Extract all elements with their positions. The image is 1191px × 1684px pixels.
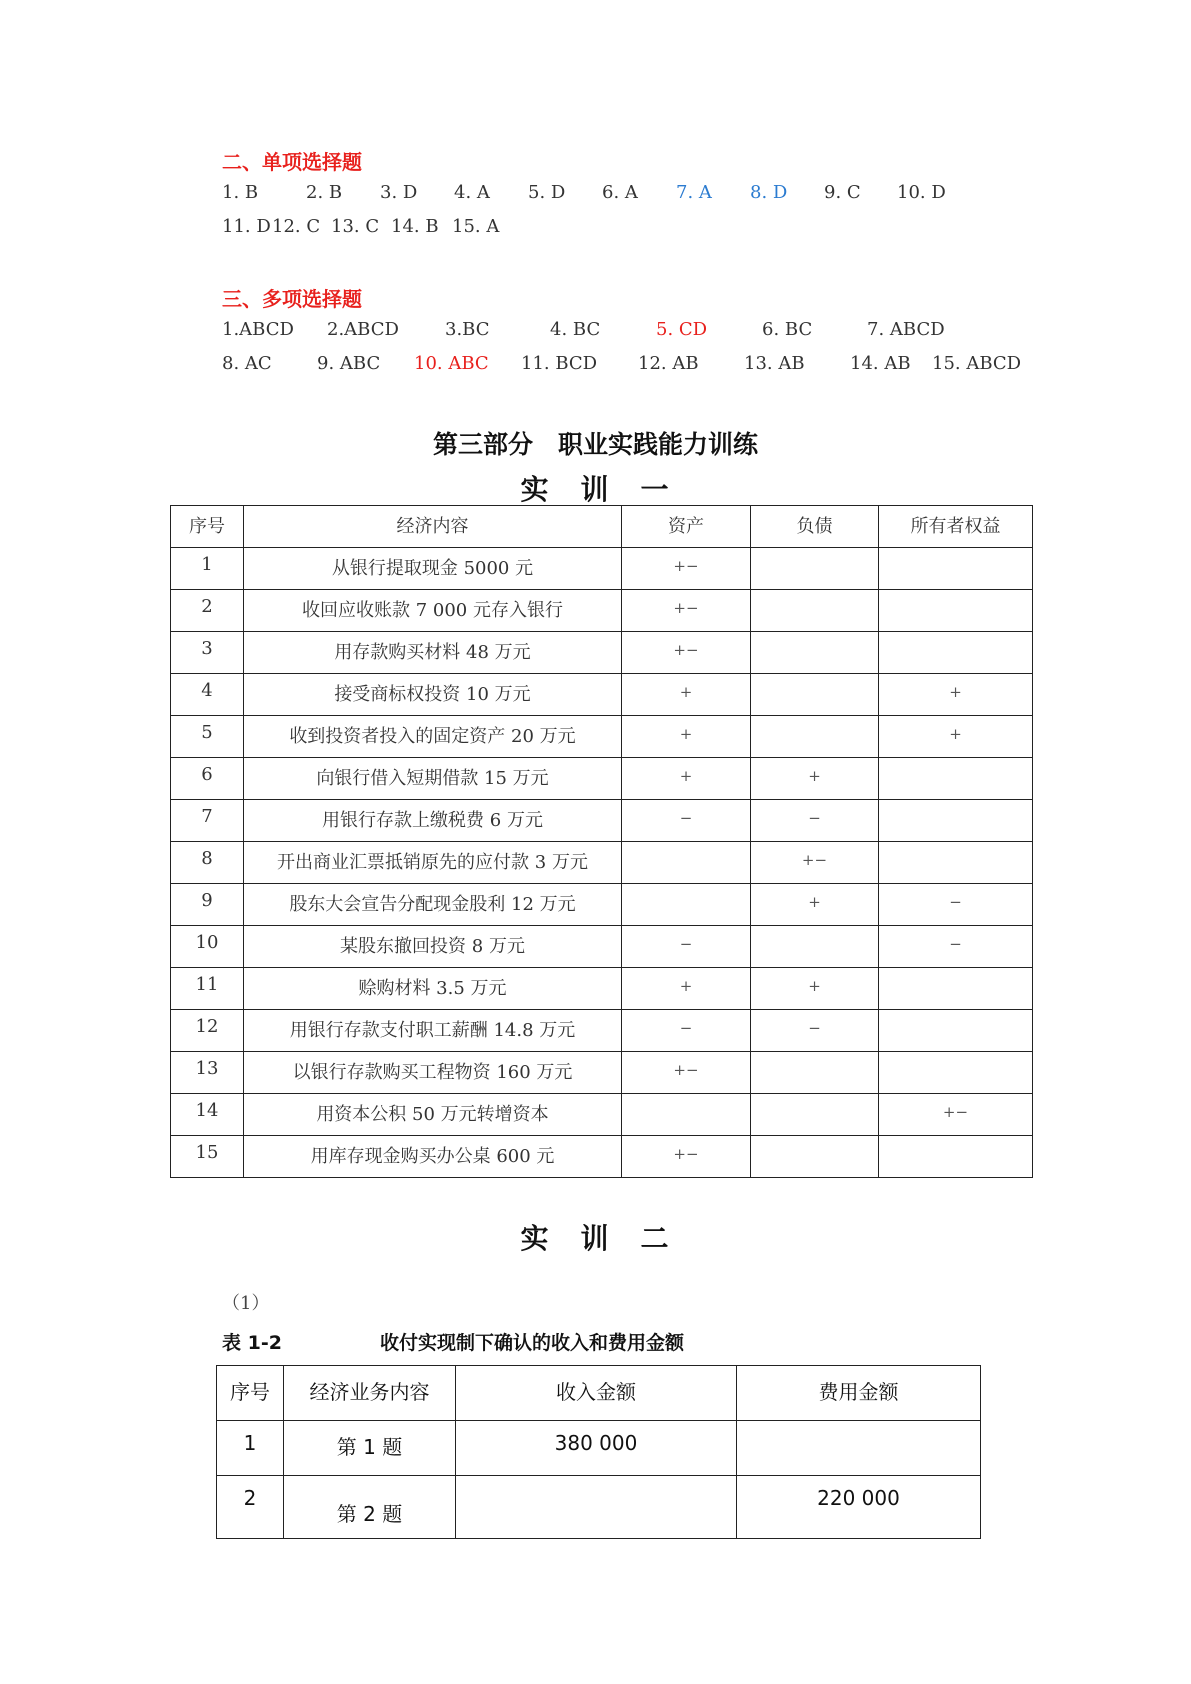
multi-choice-answer-8: 8. AC [222, 353, 272, 374]
cell-equity [879, 1010, 1033, 1052]
cell-liability: + [751, 758, 879, 800]
cell-equity [879, 548, 1033, 590]
cell-asset: − [622, 800, 751, 842]
cell-content: 收回应收账款 7 000 元存入银行 [244, 590, 622, 632]
single-choice-answer-5: 5. D [528, 182, 566, 203]
single-choice-answer-4: 4. A [454, 182, 490, 203]
training2-table [216, 1365, 981, 1539]
sub-label: （1） [222, 1293, 270, 1314]
cell-equity [879, 800, 1033, 842]
multi-choice-answer-4: 4. BC [550, 319, 601, 340]
table-number: 表 1-2 [222, 1332, 282, 1354]
cell-asset: + [622, 674, 751, 716]
single-choice-answer-13: 13. C [331, 216, 380, 237]
cell-no: 2 [171, 590, 244, 632]
cell-equity: + [879, 674, 1033, 716]
single-choice-answer-3: 3. D [380, 182, 418, 203]
cell-content: 用资本公积 50 万元转增资本 [244, 1094, 622, 1136]
table-row [171, 758, 1033, 800]
cell-content: 开出商业汇票抵销原先的应付款 3 万元 [244, 842, 622, 884]
multi-choice-title: 三、多项选择题 [222, 287, 362, 311]
multi-choice-answer-3: 3.BC [445, 319, 490, 340]
cell-asset [622, 884, 751, 926]
t2-header-expense: 费用金额 [737, 1366, 981, 1421]
multi-choice-answer-10: 10. ABC [414, 353, 489, 374]
cell-liability: − [751, 800, 879, 842]
cell-no: 9 [171, 884, 244, 926]
cell-content: 以银行存款购买工程物资 160 万元 [244, 1052, 622, 1094]
training2-title: 实 训 二 [520, 1222, 671, 1255]
header-equity: 所有者权益 [879, 506, 1033, 548]
t2-cell-no: 1 [217, 1421, 284, 1476]
table-title: 收付实现制下确认的收入和费用金额 [380, 1332, 685, 1354]
header-liability: 负债 [751, 506, 879, 548]
cell-liability [751, 590, 879, 632]
cell-content: 用银行存款支付职工薪酬 14.8 万元 [244, 1010, 622, 1052]
single-choice-answer-15: 15. A [452, 216, 500, 237]
cell-content: 用库存现金购买办公桌 600 元 [244, 1136, 622, 1178]
table-row [171, 1136, 1033, 1178]
table-row [171, 800, 1033, 842]
single-choice-answer-10: 10. D [897, 182, 946, 203]
cell-equity [879, 590, 1033, 632]
cell-asset: +− [622, 1052, 751, 1094]
cell-content: 某股东撤回投资 8 万元 [244, 926, 622, 968]
cell-liability [751, 1094, 879, 1136]
cell-asset: − [622, 926, 751, 968]
cell-asset: +− [622, 1136, 751, 1178]
cell-no: 14 [171, 1094, 244, 1136]
multi-choice-answer-5: 5. CD [656, 319, 708, 340]
cell-liability [751, 674, 879, 716]
cell-no: 6 [171, 758, 244, 800]
cell-equity [879, 968, 1033, 1010]
table-row [171, 674, 1033, 716]
cell-no: 10 [171, 926, 244, 968]
t2-header-content: 经济业务内容 [284, 1366, 456, 1421]
cell-no: 4 [171, 674, 244, 716]
cell-asset: +− [622, 632, 751, 674]
training2-header-row [217, 1366, 981, 1421]
cell-no: 8 [171, 842, 244, 884]
cell-liability: + [751, 968, 879, 1010]
cell-content: 用银行存款上缴税费 6 万元 [244, 800, 622, 842]
multi-choice-answer-13: 13. AB [744, 353, 805, 374]
multi-choice-answer-11: 11. BCD [521, 353, 598, 374]
training1-table [170, 505, 1033, 1178]
cell-equity: − [879, 884, 1033, 926]
table-row [171, 716, 1033, 758]
t2-header-income: 收入金额 [456, 1366, 737, 1421]
single-choice-answer-2: 2. B [306, 182, 343, 203]
cell-liability [751, 632, 879, 674]
table-row [217, 1421, 981, 1476]
t2-cell-no: 2 [217, 1476, 284, 1539]
single-choice-answer-8: 8. D [750, 182, 788, 203]
cell-asset [622, 1094, 751, 1136]
cell-no: 1 [171, 548, 244, 590]
multi-choice-answer-9: 9. ABC [317, 353, 381, 374]
table-row [171, 968, 1033, 1010]
cell-content: 收到投资者投入的固定资产 20 万元 [244, 716, 622, 758]
multi-choice-answer-1: 1.ABCD [222, 319, 294, 340]
cell-asset: + [622, 758, 751, 800]
single-choice-answer-7: 7. A [676, 182, 712, 203]
cell-equity: + [879, 716, 1033, 758]
multi-choice-answer-15: 15. ABCD [932, 353, 1022, 374]
cell-equity [879, 758, 1033, 800]
cell-content: 从银行提取现金 5000 元 [244, 548, 622, 590]
t2-cell-content: 第 2 题 [284, 1476, 456, 1539]
t2-cell-income: 380 000 [456, 1421, 737, 1476]
cell-asset: +− [622, 548, 751, 590]
cell-content: 接受商标权投资 10 万元 [244, 674, 622, 716]
cell-no: 13 [171, 1052, 244, 1094]
header-asset: 资产 [622, 506, 751, 548]
single-choice-answer-9: 9. C [824, 182, 861, 203]
t2-cell-expense [737, 1421, 981, 1476]
cell-content: 股东大会宣告分配现金股利 12 万元 [244, 884, 622, 926]
cell-liability [751, 716, 879, 758]
table-row [171, 590, 1033, 632]
cell-equity [879, 1136, 1033, 1178]
single-choice-answer-6: 6. A [602, 182, 638, 203]
multi-choice-answer-14: 14. AB [850, 353, 911, 374]
table-row [171, 1010, 1033, 1052]
t2-cell-expense: 220 000 [737, 1476, 981, 1539]
single-choice-answer-14: 14. B [391, 216, 439, 237]
table-row [171, 884, 1033, 926]
single-choice-answer-12: 12. C [272, 216, 321, 237]
cell-equity: +− [879, 1094, 1033, 1136]
cell-liability: + [751, 884, 879, 926]
table-row [171, 1052, 1033, 1094]
t2-cell-income [456, 1476, 737, 1539]
cell-liability: +− [751, 842, 879, 884]
t2-cell-content: 第 1 题 [284, 1421, 456, 1476]
multi-choice-answer-7: 7. ABCD [867, 319, 945, 340]
part-title: 第三部分 职业实践能力训练 [432, 430, 758, 459]
cell-no: 15 [171, 1136, 244, 1178]
training1-title: 实 训 一 [520, 473, 671, 506]
training1-header-row [171, 506, 1033, 548]
cell-no: 12 [171, 1010, 244, 1052]
cell-liability [751, 1136, 879, 1178]
cell-no: 11 [171, 968, 244, 1010]
multi-choice-answer-6: 6. BC [762, 319, 813, 340]
multi-choice-answer-12: 12. AB [638, 353, 699, 374]
single-choice-title: 二、单项选择题 [222, 150, 362, 174]
t2-header-no: 序号 [217, 1366, 284, 1421]
cell-liability [751, 548, 879, 590]
cell-equity: − [879, 926, 1033, 968]
cell-content: 向银行借入短期借款 15 万元 [244, 758, 622, 800]
table-row [171, 548, 1033, 590]
cell-asset: +− [622, 590, 751, 632]
table-row [171, 1094, 1033, 1136]
cell-asset: + [622, 716, 751, 758]
cell-no: 7 [171, 800, 244, 842]
single-choice-answer-11: 11. D [222, 216, 271, 237]
cell-content: 赊购材料 3.5 万元 [244, 968, 622, 1010]
cell-liability [751, 1052, 879, 1094]
table-row [217, 1476, 981, 1539]
cell-liability [751, 926, 879, 968]
cell-asset: − [622, 1010, 751, 1052]
header-no: 序号 [171, 506, 244, 548]
cell-equity [879, 842, 1033, 884]
table-row [171, 842, 1033, 884]
table-row [171, 926, 1033, 968]
cell-no: 3 [171, 632, 244, 674]
cell-no: 5 [171, 716, 244, 758]
table-row [171, 632, 1033, 674]
cell-asset [622, 842, 751, 884]
cell-equity [879, 1052, 1033, 1094]
single-choice-answer-1: 1. B [222, 182, 259, 203]
header-content: 经济内容 [244, 506, 622, 548]
multi-choice-answer-2: 2.ABCD [327, 319, 399, 340]
cell-liability: − [751, 1010, 879, 1052]
cell-asset: + [622, 968, 751, 1010]
cell-equity [879, 632, 1033, 674]
cell-content: 用存款购买材料 48 万元 [244, 632, 622, 674]
